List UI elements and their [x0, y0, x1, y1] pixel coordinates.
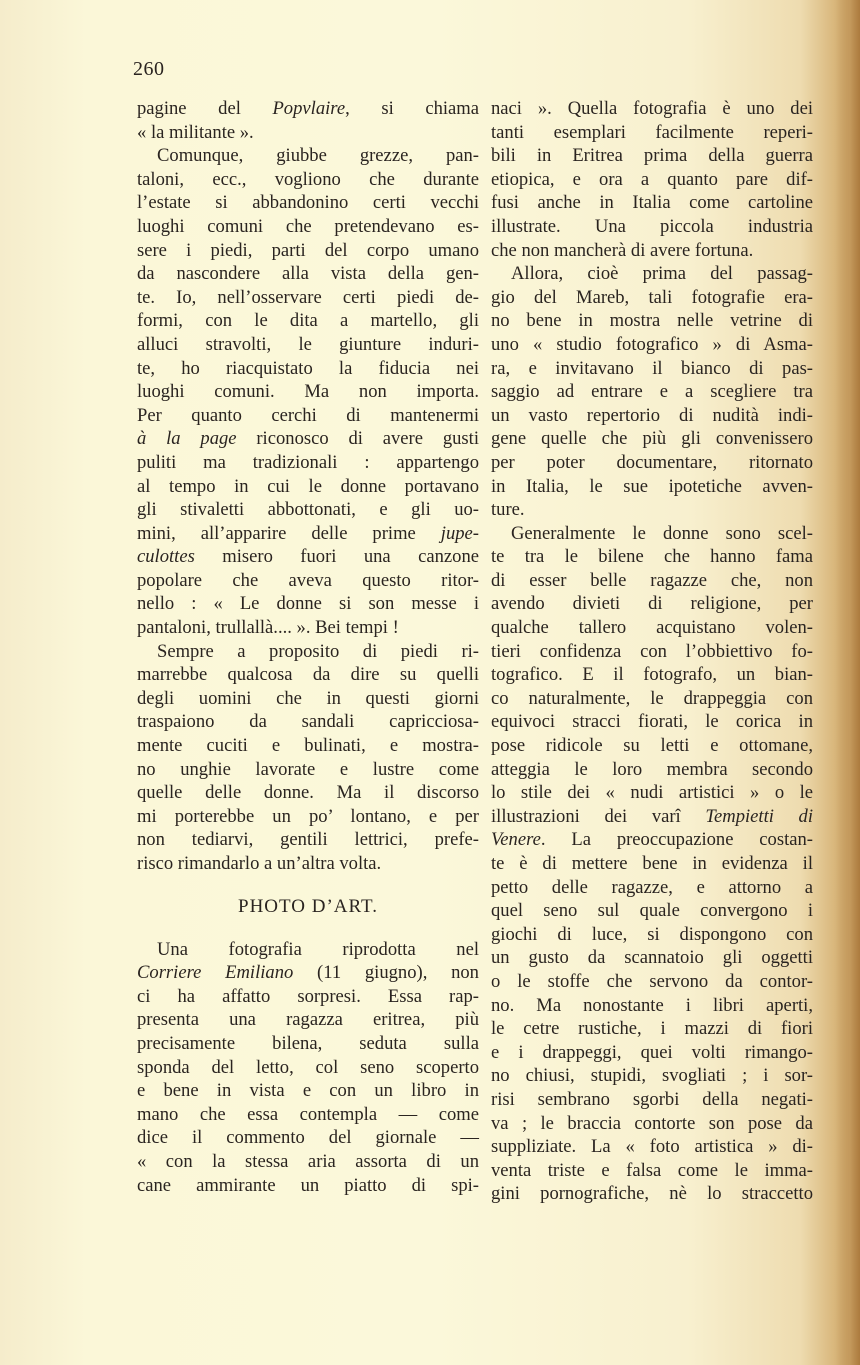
text-line: cane ammirante un piatto di spi-	[137, 1174, 479, 1196]
text-line: Comunque, giubbe grezze, pan-	[157, 145, 479, 167]
text-line: culottes misero fuori una canzone	[137, 546, 479, 568]
text-line: Una fotografia riprodotta nel	[157, 938, 479, 960]
text-line: Generalmente le donne sono scel-	[511, 522, 813, 544]
text-line: illustrate. Una piccola industria	[491, 215, 813, 237]
text-line: tanti esemplari facilmente reperi-	[491, 121, 813, 143]
text-line: mini, all’apparire delle prime jupe-	[137, 522, 479, 544]
text-line: atteggia le loro membra secondo	[491, 758, 813, 780]
text-line: marrebbe qualcosa da dire su quelli	[137, 664, 479, 686]
text-line: va ; le braccia contorte son pose da	[491, 1112, 813, 1134]
text-line: saggio ad entrare e a scegliere tra	[491, 381, 813, 403]
paragraph	[491, 97, 813, 262]
text-line: co naturalmente, le drappeggia con	[491, 687, 813, 709]
text-line: Per quanto cerchi di mantenermi	[137, 404, 479, 426]
paragraph	[137, 144, 479, 639]
text-line: presenta una ragazza eritrea, più	[137, 1009, 479, 1031]
text-line: te tra le bilene che hanno fama	[491, 546, 813, 568]
text-line: luoghi comuni che pretendevano es-	[137, 215, 479, 237]
text-line: nello : « Le donne si son messe i	[137, 593, 479, 615]
text-line: che non mancherà di avere fortuna.	[491, 239, 754, 261]
text-line: le cetre rustiche, i mazzi di fiori	[491, 1018, 813, 1040]
paragraph	[491, 262, 813, 522]
text-line: no bene in mostra nelle vetrine di	[491, 310, 813, 332]
text-line: o le stoffe che servono da contor-	[491, 970, 813, 992]
italic-text: Popvlaire	[272, 98, 346, 119]
paragraph	[137, 97, 479, 144]
text-line: venta triste e falsa come le imma-	[491, 1159, 813, 1181]
text-line: in Italia, le sue ipotetiche avven-	[491, 475, 813, 497]
text-line: ture.	[491, 499, 525, 521]
text-line: ra, e invitavano il bianco di pas-	[491, 357, 813, 379]
text-line: quel seno sul quale convergono i	[491, 900, 813, 922]
text-line: puliti ma tradizionali : appartengo	[137, 451, 479, 473]
text-line: traspaiono da sandali capricciosa-	[137, 711, 479, 733]
text-line: precisamente bilena, seduta sulla	[137, 1032, 479, 1054]
text-line: un gusto da scannatoio gli oggetti	[491, 947, 813, 969]
text-line: risi sembrano sgorbi della negati-	[491, 1088, 813, 1110]
italic-text: à la page	[137, 428, 237, 450]
italic-text: Tempietti di	[705, 805, 814, 827]
text-line: ci ha affatto sorpresi. Essa rap-	[137, 985, 479, 1007]
text-line: gli stivaletti abbottonati, e gli uo-	[137, 499, 479, 521]
italic-text: culottes	[137, 546, 195, 568]
text-line: degli uomini che in questi giorni	[137, 687, 479, 709]
left-column	[137, 97, 479, 1197]
text-line: Allora, cioè prima del passag-	[511, 263, 813, 285]
text-line: lo stile dei « nudi artistici » o le	[491, 782, 813, 804]
text-line: no chiusi, stupidi, svogliati ; i sor-	[491, 1065, 813, 1087]
text-line: da nascondere alla vista della gen-	[137, 263, 479, 285]
text-line: luoghi comuni. Ma non importa.	[137, 381, 479, 403]
text-line: tieri confidenza con l’obbiettivo fo-	[491, 640, 813, 662]
text-line: Venere. La preoccupazione costan-	[491, 829, 813, 851]
page-number: 260	[133, 58, 165, 80]
right-column	[491, 97, 813, 1206]
text-line: qualche tallero acquistano volen-	[491, 617, 813, 639]
text-line: alluci stravolti, le giunture induri-	[137, 333, 479, 355]
text-line: illustrazioni dei varî Tempietti di	[491, 805, 814, 827]
paragraph	[137, 640, 479, 876]
text-line: taloni, ecc., vogliono che durante	[137, 168, 479, 190]
italic-text: Corriere Emiliano	[137, 962, 294, 984]
text-line: formi, con le dita a martello, gli	[137, 310, 479, 332]
italic-text: jupe-	[440, 522, 479, 544]
text-line: no unghie lavorate e lustre come	[137, 758, 479, 780]
text-line: naci ». Quella fotografia è uno dei	[491, 98, 813, 119]
text-line: « la militante ».	[137, 121, 254, 143]
text-line: petto delle ragazze, e attorno a	[491, 876, 813, 898]
text-line: tografico. E il fotografo, un bian-	[491, 664, 813, 686]
text-line: fusi anche in Italia come cartoline	[491, 192, 813, 214]
text-line: no. Ma nonostante i libri aperti,	[491, 994, 813, 1016]
text-line: l’estate si abbandonino certi vecchi	[137, 192, 479, 214]
text-line: giochi di luce, si dispongono con	[491, 923, 813, 945]
text-line: uno « studio fotografico » di Asma-	[491, 333, 813, 355]
text-line: un vasto repertorio di nudità indi-	[491, 404, 813, 426]
text-line: « con la stessa aria assorta di un	[137, 1150, 479, 1172]
text-line: à la page riconosco di avere gusti	[137, 428, 479, 450]
text-line: di esser belle ragazze che, non	[491, 569, 813, 591]
text-line: suppliziate. La « foto artistica » di-	[491, 1136, 813, 1158]
text-line: mano che essa contempla — come	[137, 1103, 479, 1125]
text-line: sponda del letto, col seno scoperto	[137, 1056, 479, 1078]
text-line: gene quelle che più gli convenissero	[491, 428, 813, 450]
text-line: mente cuciti e bulinati, e mostra-	[137, 735, 479, 757]
text-line: mi porterebbe un po’ lontano, e per	[137, 805, 479, 827]
text-line: e bene in vista e con un libro in	[137, 1080, 479, 1102]
text-line: equivoci stracci fiorati, le corica in	[491, 711, 813, 733]
text-line: te, ho riacquistato la fiducia nei	[137, 357, 479, 379]
text-line: al tempo in cui le donne portavano	[137, 475, 479, 497]
text-line: te è di mettere bene in evidenza il	[491, 853, 813, 874]
paragraph	[137, 938, 479, 1198]
text-line: Corriere Emiliano (11 giugno), non	[137, 962, 479, 984]
italic-text: Venere	[491, 829, 541, 851]
text-line: pose ridicole su letti e ottomane,	[491, 735, 813, 757]
page-edge-shadow	[836, 0, 860, 1365]
text-line: gio del Mareb, tali fotografie era-	[491, 286, 813, 308]
text-line: gini pornografiche, nè lo straccetto	[491, 1183, 813, 1205]
text-line: popolare che aveva questo ritor-	[137, 569, 479, 591]
text-line: Sempre a proposito di piedi ri-	[157, 640, 479, 662]
text-line: sere i piedi, parti del corpo umano	[137, 239, 479, 261]
text-line: non tediarvi, gentili lettrici, prefe-	[137, 829, 479, 851]
text-line: per poter documentare, ritornato	[491, 451, 813, 473]
paragraph	[491, 522, 813, 1206]
text-line: e i drappeggi, quei volti rimango-	[491, 1041, 813, 1063]
section-heading: PHOTO D’ART.	[238, 895, 378, 917]
text-line: te. Io, nell’osservare certi piedi de-	[137, 286, 479, 308]
text-line: etiopica, e ora a quanto pare dif-	[491, 168, 813, 190]
text-line: dice il commento del giornale —	[137, 1127, 479, 1149]
text-line: risco rimandarlo a un’altra volta.	[137, 853, 382, 874]
text-line: pantaloni, trullallà.... ». Bei tempi !	[137, 617, 399, 639]
text-line: avendo divieti di religione, per	[491, 593, 813, 615]
text-line: pagine del Popvlaire, si chiama	[137, 98, 479, 119]
text-line: bili in Eritrea prima della guerra	[491, 145, 813, 167]
text-line: quelle delle donne. Ma il discorso	[137, 782, 479, 804]
